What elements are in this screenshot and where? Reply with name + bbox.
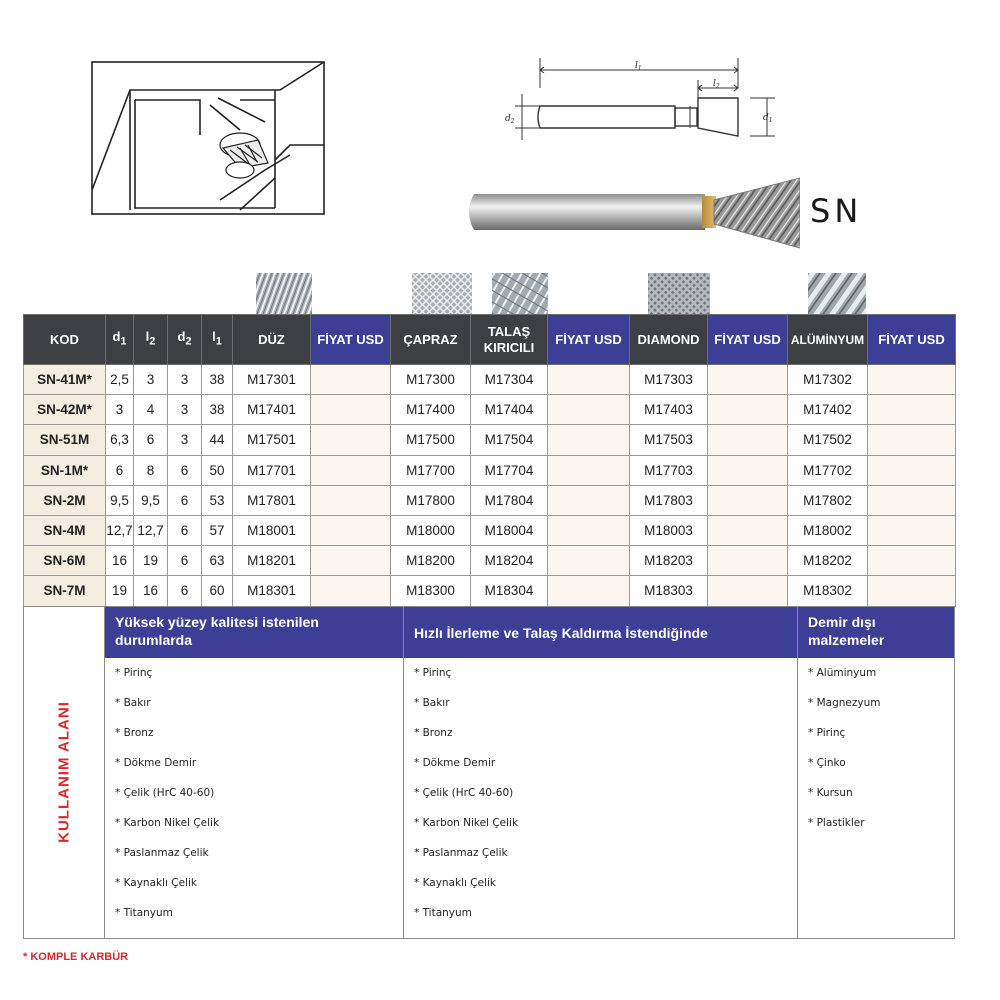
cell-l2: 3 — [134, 365, 168, 395]
usage-list-item: * Kursun — [808, 787, 853, 799]
cell-diamond: M17303 — [630, 365, 708, 395]
cell-l2: 4 — [134, 395, 168, 425]
cell-l1: 38 — [202, 365, 233, 395]
cell-talas: M17804 — [471, 485, 548, 515]
cell-d2: 3 — [168, 365, 202, 395]
application-illustration — [90, 60, 326, 216]
cell-price — [708, 425, 788, 455]
l1-label: l — [635, 61, 638, 71]
cell-kod: SN-2M — [24, 485, 106, 515]
cell-diamond: M17703 — [630, 455, 708, 485]
cell-kod: SN-41M* — [24, 365, 106, 395]
usage-list-item: * Paslanmaz Çelik — [115, 847, 209, 859]
series-title: SN — [810, 192, 863, 230]
cell-price — [548, 546, 630, 576]
cell-talas: M18004 — [471, 515, 548, 545]
burr-tool-photo — [460, 172, 800, 252]
usage-column-non-ferrous — [797, 607, 954, 938]
product-table — [23, 314, 956, 607]
cell-price — [708, 455, 788, 485]
dimension-schematic — [505, 58, 795, 150]
table-header-row — [24, 315, 956, 365]
usage-list — [404, 658, 797, 937]
l2-label: l — [713, 79, 716, 89]
cell-d1: 19 — [106, 576, 134, 606]
cell-price — [868, 455, 956, 485]
table-row — [24, 365, 956, 395]
header-talas: TALAŞ KIRICILI — [471, 315, 548, 365]
cell-alu: M18002 — [788, 515, 868, 545]
cell-d2: 6 — [168, 576, 202, 606]
cell-l2: 8 — [134, 455, 168, 485]
cell-l2: 6 — [134, 425, 168, 455]
cell-kod: SN-42M* — [24, 395, 106, 425]
cell-d1: 16 — [106, 546, 134, 576]
cell-price — [708, 485, 788, 515]
usage-list-item: * Pirinç — [115, 667, 153, 679]
cell-price — [548, 395, 630, 425]
usage-list-item: * Kaynaklı Çelik — [414, 877, 496, 889]
table-row — [24, 395, 956, 425]
cell-price — [708, 515, 788, 545]
cell-alu: M18202 — [788, 546, 868, 576]
cell-l1: 63 — [202, 546, 233, 576]
header-aluminyum: ALÜMİNYUM — [788, 315, 868, 365]
usage-list-item: * Karbon Nikel Çelik — [115, 817, 220, 829]
usage-column-surface-quality — [105, 607, 403, 938]
cell-alu: M17302 — [788, 365, 868, 395]
usage-list — [105, 658, 403, 937]
cell-l2: 16 — [134, 576, 168, 606]
cell-alu: M17802 — [788, 485, 868, 515]
capraz-cut-thumbnail — [412, 273, 472, 315]
cell-duz: M17501 — [233, 425, 311, 455]
cell-talas: M18204 — [471, 546, 548, 576]
cell-price — [868, 515, 956, 545]
cell-kod: SN-4M — [24, 515, 106, 545]
header-fiyat-aluminyum: FİYAT USD — [868, 315, 956, 365]
cell-price — [311, 546, 391, 576]
usage-list-item: * Bronz — [414, 727, 453, 739]
cell-l2: 19 — [134, 546, 168, 576]
cell-diamond: M17403 — [630, 395, 708, 425]
d1-label: d — [763, 113, 769, 123]
cell-talas: M17704 — [471, 455, 548, 485]
cell-capraz: M18200 — [391, 546, 471, 576]
cell-price — [311, 576, 391, 606]
cell-price — [708, 395, 788, 425]
svg-text:l1 — [635, 61, 642, 72]
usage-list-item: * Pirinç — [808, 727, 846, 739]
cell-l1: 53 — [202, 485, 233, 515]
header-l2: $l_2$ — [134, 315, 168, 365]
cell-diamond: M17803 — [630, 485, 708, 515]
cell-l1: 57 — [202, 515, 233, 545]
cell-l1: 60 — [202, 576, 233, 606]
cell-price — [868, 485, 956, 515]
table-row — [24, 485, 956, 515]
cell-capraz: M17300 — [391, 365, 471, 395]
cell-price — [868, 365, 956, 395]
cell-duz: M17701 — [233, 455, 311, 485]
d2-sub: 2 — [510, 118, 515, 125]
cell-price — [708, 365, 788, 395]
cell-talas: M17404 — [471, 395, 548, 425]
header-fiyat-duz: FİYAT USD — [311, 315, 391, 365]
cell-d2: 6 — [168, 485, 202, 515]
cell-price — [311, 395, 391, 425]
table-row — [24, 455, 956, 485]
usage-list-item: * Çelik (HrC 40-60) — [115, 787, 215, 799]
cell-l1: 38 — [202, 395, 233, 425]
cell-duz: M17801 — [233, 485, 311, 515]
talas-cut-thumbnail — [492, 273, 548, 315]
cell-capraz: M17700 — [391, 455, 471, 485]
cell-diamond: M18003 — [630, 515, 708, 545]
cell-kod: SN-7M — [24, 576, 106, 606]
cell-kod: SN-6M — [24, 546, 106, 576]
usage-heading: Hızlı İlerleme ve Talaş Kaldırma İstendiğinde — [404, 607, 797, 658]
cell-d2: 6 — [168, 546, 202, 576]
cell-price — [548, 365, 630, 395]
cell-d2: 3 — [168, 425, 202, 455]
cell-d1: 12,7 — [106, 515, 134, 545]
usage-list-item: * Dökme Demir — [414, 757, 496, 769]
usage-side-label: KULLANIM ALANI — [55, 701, 73, 843]
cell-price — [311, 455, 391, 485]
table-row — [24, 546, 956, 576]
cell-duz: M17301 — [233, 365, 311, 395]
cell-capraz: M17500 — [391, 425, 471, 455]
cell-price — [548, 515, 630, 545]
cell-price — [311, 485, 391, 515]
cell-price — [868, 576, 956, 606]
aluminyum-cut-thumbnail — [808, 273, 866, 315]
l2-sub: 2 — [715, 83, 720, 90]
cell-capraz: M17400 — [391, 395, 471, 425]
cell-d1: 6,3 — [106, 425, 134, 455]
svg-text:d2 — [505, 114, 515, 125]
cell-d2: 6 — [168, 515, 202, 545]
table-row — [24, 576, 956, 606]
cell-price — [868, 425, 956, 455]
cell-duz: M18301 — [233, 576, 311, 606]
usage-heading: Yüksek yüzey kalitesi istenilen durumlarda — [105, 607, 403, 658]
cell-l1: 50 — [202, 455, 233, 485]
d2-label: d — [505, 114, 511, 124]
cell-d1: 6 — [106, 455, 134, 485]
table-row — [24, 425, 956, 455]
header-d1: $d_1$ — [106, 315, 134, 365]
cell-d2: 3 — [168, 395, 202, 425]
footnote: * KOMPLE KARBÜR — [23, 951, 129, 963]
cell-talas: M17304 — [471, 365, 548, 395]
header-fiyat-diamond: FİYAT USD — [708, 315, 788, 365]
cell-price — [548, 425, 630, 455]
cell-diamond: M18303 — [630, 576, 708, 606]
cell-talas: M17504 — [471, 425, 548, 455]
usage-list-item: * Titanyum — [414, 907, 472, 919]
cell-alu: M17402 — [788, 395, 868, 425]
usage-list-item: * Titanyum — [115, 907, 173, 919]
duz-cut-thumbnail — [256, 273, 312, 315]
cell-l2: 9,5 — [134, 485, 168, 515]
cell-price — [708, 546, 788, 576]
header-diamond: DIAMOND — [630, 315, 708, 365]
cell-price — [311, 515, 391, 545]
usage-list-item: * Bakır — [115, 697, 151, 709]
usage-list-item: * Plastikler — [808, 817, 865, 829]
cell-capraz: M18000 — [391, 515, 471, 545]
cell-d1: 9,5 — [106, 485, 134, 515]
cell-capraz: M18300 — [391, 576, 471, 606]
usage-list-item: * Karbon Nikel Çelik — [414, 817, 519, 829]
header-fiyat-capraz: FİYAT USD — [548, 315, 630, 365]
cell-price — [708, 576, 788, 606]
header-d2: $d_2$ — [168, 315, 202, 365]
cell-price — [311, 365, 391, 395]
usage-list-item: * Alüminyum — [808, 667, 877, 679]
cell-duz: M18001 — [233, 515, 311, 545]
usage-list-item: * Çinko — [808, 757, 846, 769]
cell-d1: 2,5 — [106, 365, 134, 395]
usage-side-panel — [24, 607, 105, 938]
cell-price — [548, 485, 630, 515]
usage-column-fast-feed — [403, 607, 797, 938]
usage-list-item: * Çelik (HrC 40-60) — [414, 787, 514, 799]
cell-kod: SN-1M* — [24, 455, 106, 485]
cell-alu: M17502 — [788, 425, 868, 455]
usage-list-item: * Pirinç — [414, 667, 452, 679]
cell-price — [868, 395, 956, 425]
usage-list-item: * Paslanmaz Çelik — [414, 847, 508, 859]
usage-heading: Demir dışı malzemeler — [798, 607, 954, 658]
cell-price — [868, 546, 956, 576]
cell-duz: M18201 — [233, 546, 311, 576]
usage-list-item: * Kaynaklı Çelik — [115, 877, 197, 889]
cell-alu: M17702 — [788, 455, 868, 485]
header-l1: $l_1$ — [202, 315, 233, 365]
cell-price — [548, 576, 630, 606]
cell-diamond: M18203 — [630, 546, 708, 576]
cell-d2: 6 — [168, 455, 202, 485]
cell-price — [548, 455, 630, 485]
diamond-cut-thumbnail — [648, 273, 710, 315]
svg-text:l2 — [713, 79, 720, 90]
usage-list — [798, 658, 954, 847]
table-row — [24, 515, 956, 545]
cell-talas: M18304 — [471, 576, 548, 606]
usage-list-item: * Bronz — [115, 727, 154, 739]
usage-list-item: * Magnezyum — [808, 697, 881, 709]
cell-price — [311, 425, 391, 455]
header-capraz: ÇAPRAZ — [391, 315, 471, 365]
header-kod: KOD — [24, 315, 106, 365]
svg-text:d1 — [763, 113, 773, 124]
cell-duz: M17401 — [233, 395, 311, 425]
usage-list-item: * Bakır — [414, 697, 450, 709]
cell-l1: 44 — [202, 425, 233, 455]
cell-alu: M18302 — [788, 576, 868, 606]
cell-diamond: M17503 — [630, 425, 708, 455]
header-duz: DÜZ — [233, 315, 311, 365]
cell-d1: 3 — [106, 395, 134, 425]
usage-list-item: * Dökme Demir — [115, 757, 197, 769]
usage-area — [23, 606, 955, 939]
cell-l2: 12,7 — [134, 515, 168, 545]
cell-kod: SN-51M — [24, 425, 106, 455]
l1-sub: 1 — [637, 65, 642, 72]
d1-sub: 1 — [768, 117, 773, 124]
cell-capraz: M17800 — [391, 485, 471, 515]
table-body — [24, 365, 956, 607]
